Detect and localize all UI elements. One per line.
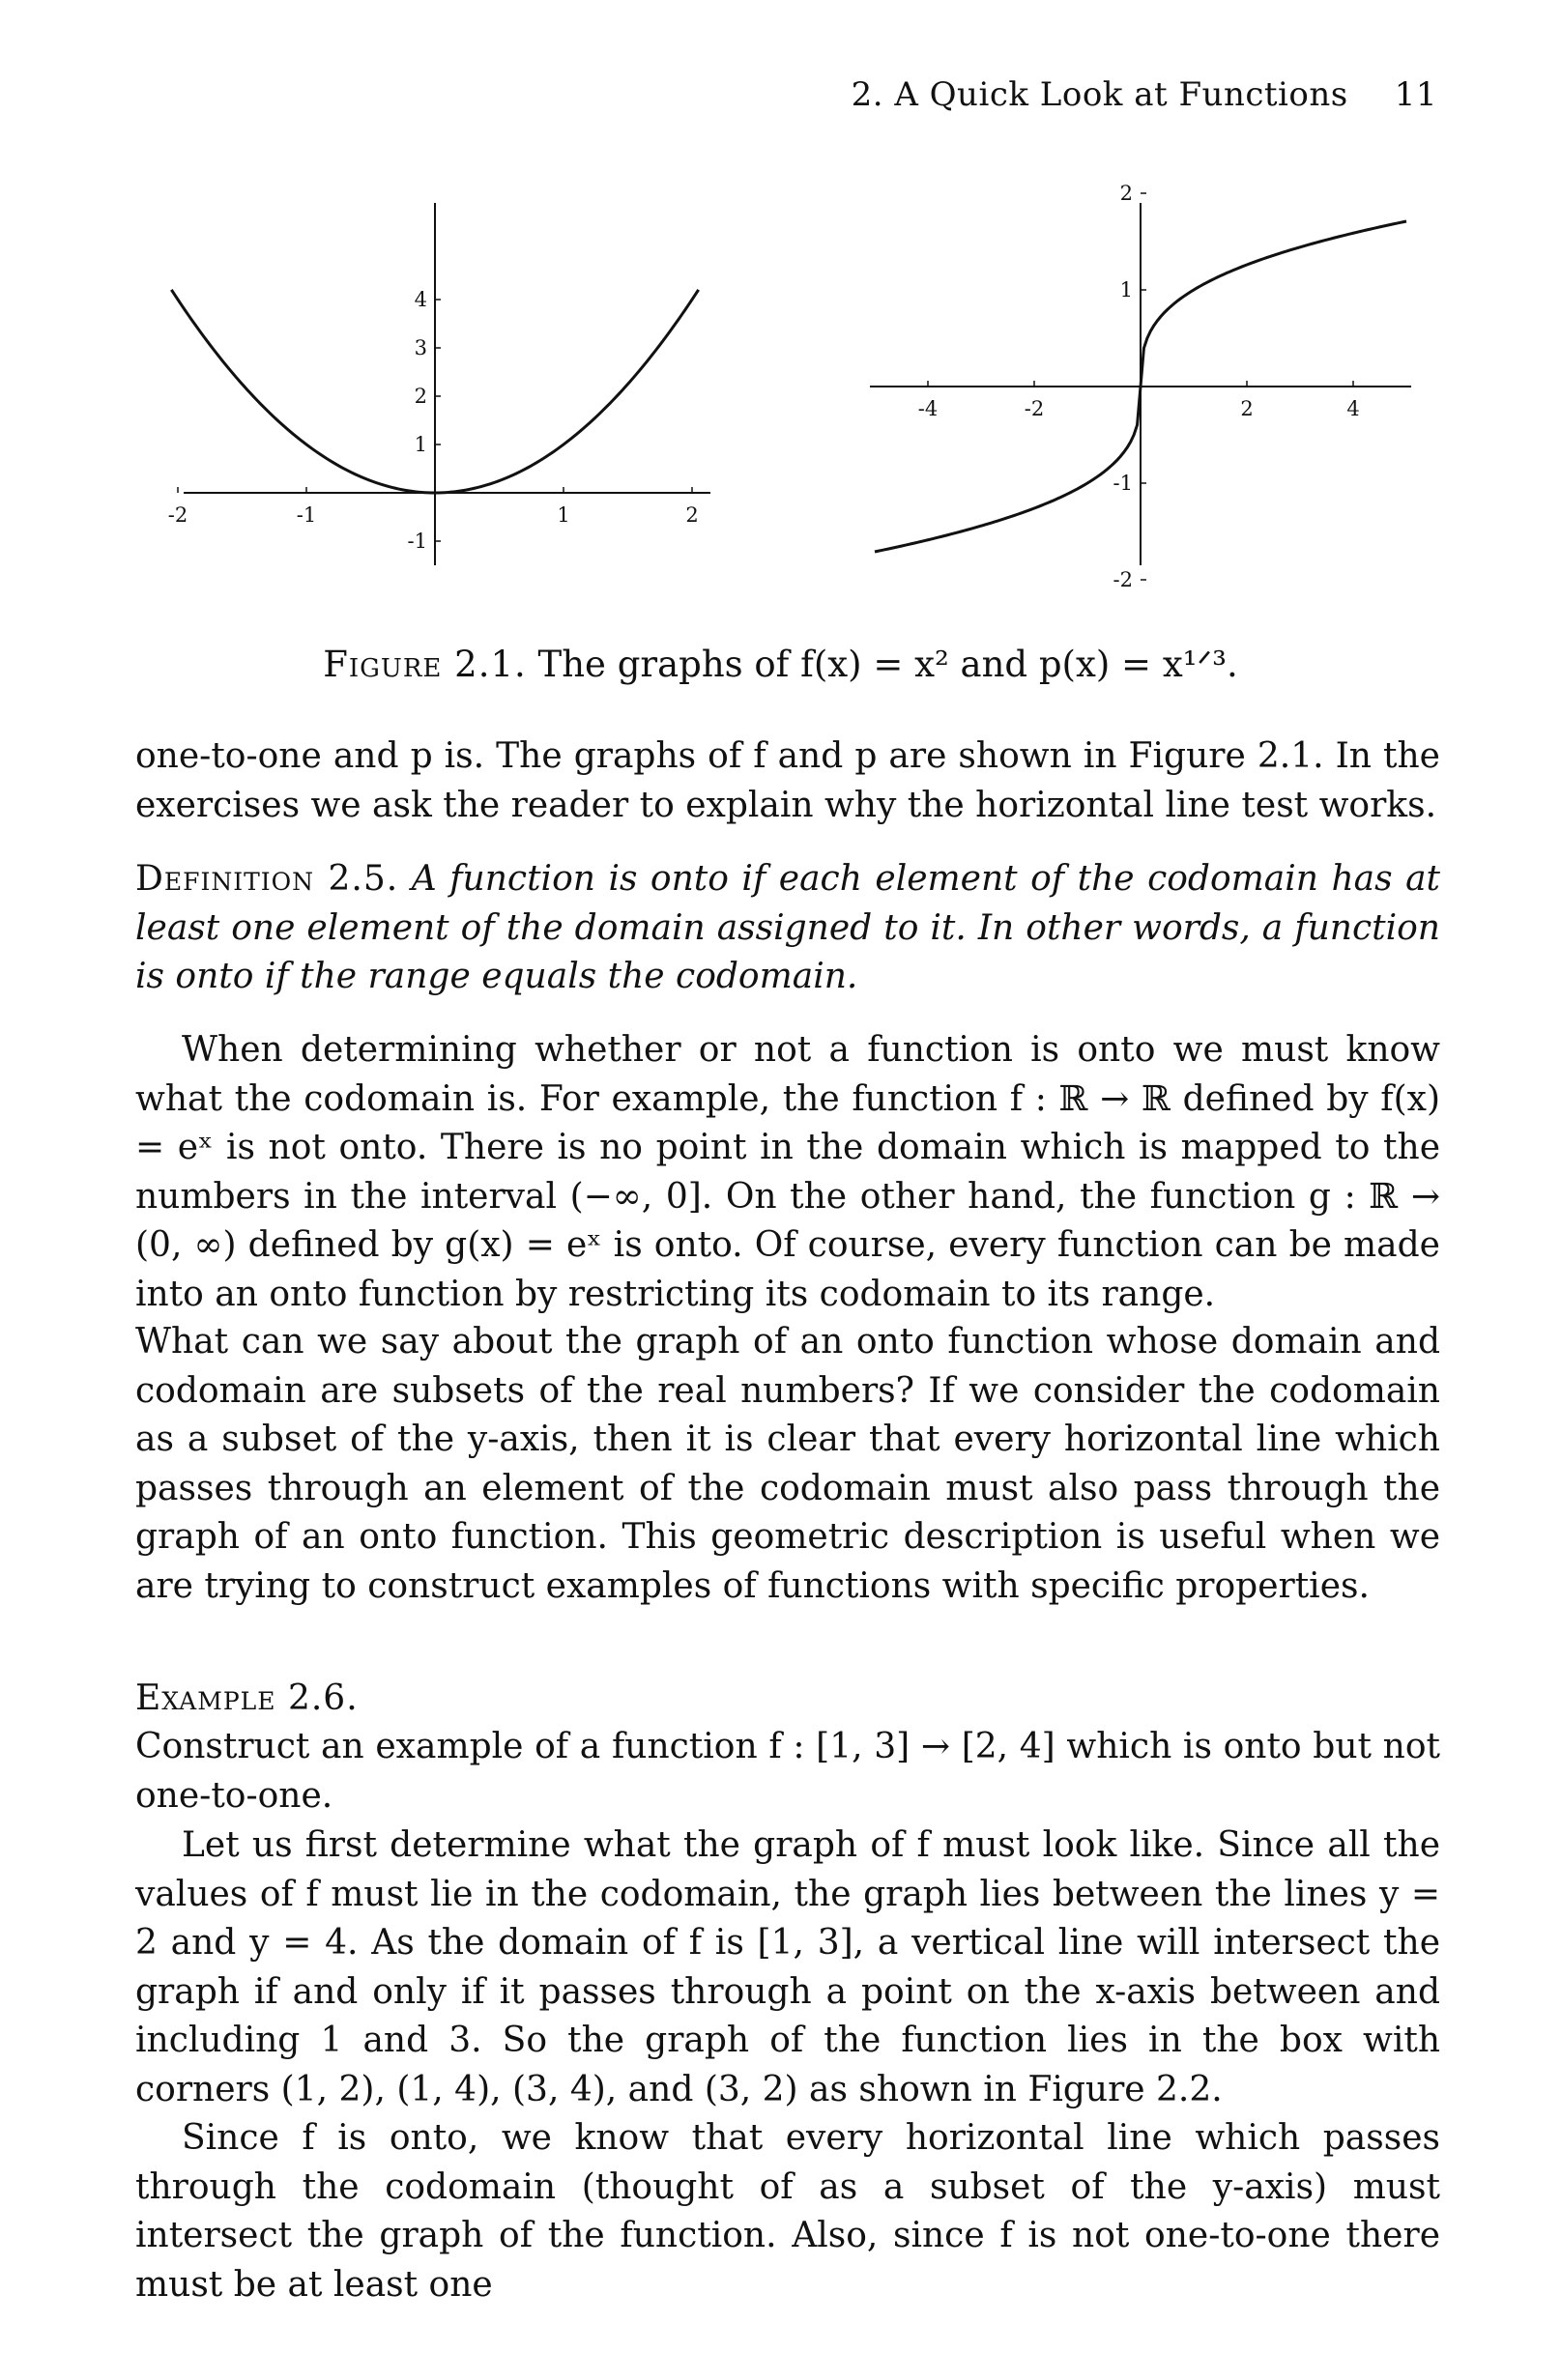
graph-f-x-squared (130, 184, 730, 589)
y-tick-label: 2 (1119, 182, 1133, 205)
caption-text: The graphs of f(x) = x² and p(x) = x¹ᐟ³. (537, 644, 1238, 685)
y-tick-label: -1 (1113, 472, 1133, 495)
paragraph-first: Let us first determine what the graph of f must look like. Since all the values of f must lie in the codomain, the graph lies between the lines y = 2 and y = 4. As the domain of f is [1, 3], a vertical line will intersect the graph if and only if it passes through a point on the x-axis between and including 1 and 3. So the graph of the function lies in the box with corners (1, 2), (1, 4), (3, 4), and (3, 2) as shown in Figure 2.2. (135, 1825, 1440, 2109)
example-label: Example 2.6. (135, 1678, 359, 1718)
figure-caption (0, 644, 1561, 685)
y-tick-label: 1 (1119, 278, 1133, 301)
x-tick-label: -2 (167, 503, 188, 527)
example-prompt: Construct an example of a function f : [1, 3] → [2, 4] which is onto but not one-to-one. (135, 1727, 1440, 1816)
x-tick-label: 4 (1346, 397, 1360, 420)
paragraph-graph: What can we say about the graph of an onto function whose domain and codomain are subsets of the real numbers? If we consider the codomain as a subset of the y-axis, then it is clear that every horizontal line which passes through an element of the codomain must also pass through the graph of an onto function. This geometric description is useful when we are trying to construct examples of functions with specific properties. (135, 1322, 1440, 1606)
x-tick-label: 2 (685, 503, 699, 527)
caption-label: Figure 2.1. (323, 644, 527, 685)
x-tick-label: -4 (917, 397, 939, 420)
x-tick-label: -2 (1024, 397, 1045, 420)
running-head (852, 75, 1437, 114)
y-tick-label: -2 (1113, 568, 1133, 591)
graph-p-cube-root (851, 184, 1450, 589)
paragraph-intro: one-to-one and p is. The graphs of f and p are shown in Figure 2.1. In the exercises we ask the reader to explain why the horizontal line test works. (135, 736, 1440, 825)
definition-2-5 (135, 855, 1440, 1002)
x-tick-label: 1 (557, 503, 570, 527)
definition-text: A function is onto if each element of the codomain has at least one element of the domain assigned to it. In other words, a function is onto if the range equals the codomain. (135, 859, 1441, 996)
definition-label: Definition 2.5. (135, 859, 399, 899)
y-tick-label: 1 (414, 433, 427, 456)
tick-group (168, 288, 699, 553)
y-tick-label: 3 (414, 336, 427, 359)
example-heading (135, 1675, 1440, 1724)
running-title: 2. A Quick Look at Functions (851, 75, 1348, 114)
paragraph-since: Since f is onto, we know that every horizontal line which passes through the codomain (thought of as a subset of the y-axis) must intersect the graph of the function. Also, since f is not one-to-one there must be at least one (135, 2118, 1440, 2305)
y-tick-label: 4 (414, 288, 427, 311)
x-tick-label: -1 (296, 503, 317, 527)
axes (184, 203, 710, 565)
y-tick-label: -1 (407, 530, 427, 553)
y-tick-label: 2 (414, 385, 427, 408)
page-number: 11 (1394, 75, 1437, 114)
x-tick-label: 2 (1240, 397, 1254, 420)
paragraph-onto: When determining whether or not a function is onto we must know what the codomain is. For example, the function f : ℝ → ℝ defined by f(x) = eˣ is not onto. There is no point in the domain which is mapped to the numbers in the interval (−∞, 0]. On the other hand, the function g : ℝ → (0, ∞) defined by g(x) = eˣ is onto. Of course, every function can be made into an onto function by restricting its codomain to its range. (135, 1030, 1440, 1314)
